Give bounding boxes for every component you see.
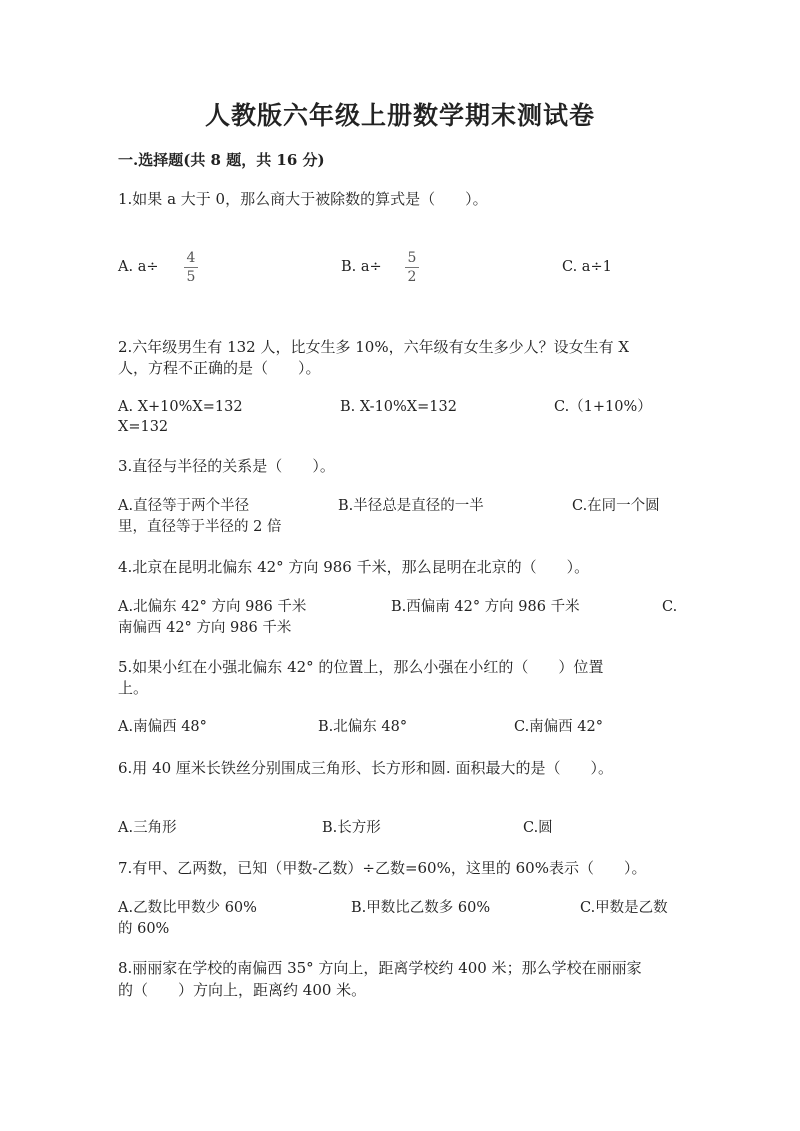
question-3-option-b: B.半径总是直径的一半 <box>338 498 484 514</box>
question-1-text: 1.如果 a 大于 0，那么商大于被除数的算式是（ ）。 <box>118 190 488 208</box>
question-2-text-line-2: 人，方程不正确的是（ ）。 <box>118 359 321 377</box>
question-8-text-line-1: 8.丽丽家在学校的南偏西 35° 方向上，距离学校约 400 米；那么学校在丽丽家 <box>118 959 642 977</box>
question-4-option-c: C. <box>662 599 678 615</box>
question-4-option-c-cont: 南偏西 42° 方向 986 千米 <box>118 620 292 636</box>
fraction-numerator: 4 <box>186 250 196 266</box>
question-1-option-b-fraction <box>405 250 419 285</box>
question-3-option-c: C.在同一个圆 <box>572 498 660 514</box>
question-2-option-a: A. X+10%X=132 <box>118 399 243 415</box>
question-2-option-b: B. X-10%X=132 <box>340 399 457 415</box>
question-5-option-a: A.南偏西 48° <box>118 719 207 735</box>
question-5-text-line-2: 上。 <box>118 679 149 697</box>
fraction-numerator: 5 <box>407 250 417 266</box>
fraction-denominator: 5 <box>186 269 196 285</box>
question-4-option-a: A.北偏东 42° 方向 986 千米 <box>118 599 307 615</box>
question-3-text: 3.直径与半径的关系是（ ）。 <box>118 457 335 475</box>
question-2-text-line-1: 2.六年级男生有 132 人，比女生多 10%，六年级有女生多少人？设女生有 X <box>118 338 630 356</box>
question-5-option-c: C.南偏西 42° <box>514 719 603 735</box>
question-7-option-c: C.甲数是乙数 <box>580 900 668 916</box>
question-1-option-b: B. a÷ <box>341 259 382 275</box>
question-2-option-c: C.（1+10%） <box>554 399 652 415</box>
question-7-option-a: A.乙数比甲数少 60% <box>118 900 257 916</box>
question-1-option-c: C. a÷1 <box>562 259 612 275</box>
question-5-option-b: B.北偏东 48° <box>318 719 408 735</box>
fraction-denominator: 2 <box>407 269 417 285</box>
question-7-option-c-cont: 的 60% <box>118 921 170 937</box>
question-6-option-c: C.圆 <box>523 820 553 836</box>
question-2-option-c-cont: X=132 <box>118 419 169 435</box>
question-6-option-a: A.三角形 <box>118 820 177 836</box>
question-4-text: 4.北京在昆明北偏东 42° 方向 986 千米，那么昆明在北京的（ ）。 <box>118 558 590 576</box>
question-3-option-a: A.直径等于两个半径 <box>118 498 250 514</box>
question-8-text-line-2: 的（ ）方向上，距离约 400 米。 <box>118 981 367 999</box>
question-1-option-a-fraction <box>184 250 198 285</box>
page-title: 人教版六年级上册数学期末测试卷 <box>204 101 595 130</box>
section-heading: 一.选择题(共 8 题，共 16 分) <box>118 151 325 169</box>
question-3-option-c-cont: 里，直径等于半径的 2 倍 <box>118 519 282 535</box>
question-5-text-line-1: 5.如果小红在小强北偏东 42° 的位置上，那么小强在小红的（ ）位置 <box>118 658 604 676</box>
question-7-text: 7.有甲、乙两数，已知（甲数-乙数）÷乙数=60%，这里的 60%表示（ ）。 <box>118 859 647 877</box>
question-6-text: 6.用 40 厘米长铁丝分别围成三角形、长方形和圆. 面积最大的是（ ）。 <box>118 759 613 777</box>
question-7-option-b: B.甲数比乙数多 60% <box>351 900 491 916</box>
question-6-option-b: B.长方形 <box>322 820 381 836</box>
question-4-option-b: B.西偏南 42° 方向 986 千米 <box>391 599 580 615</box>
question-1-option-a: A. a÷ <box>118 259 159 275</box>
